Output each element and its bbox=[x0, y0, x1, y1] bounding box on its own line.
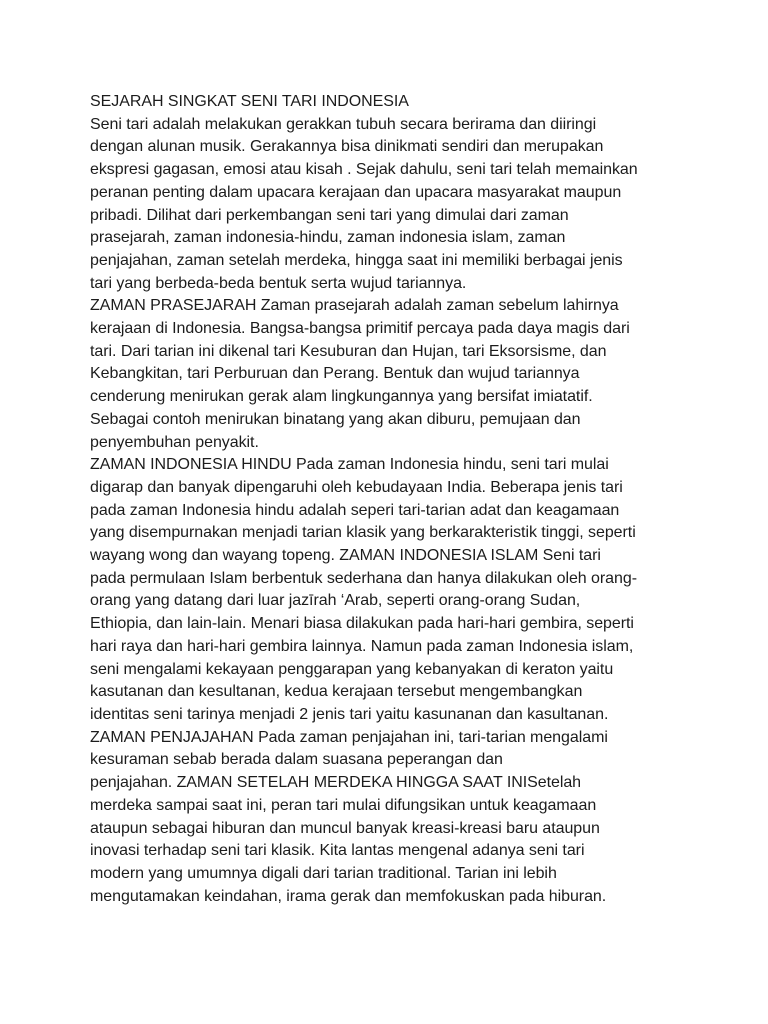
text-line: wayang wong dan wayang topeng. ZAMAN INDONESIA ISLAM Seni tari bbox=[90, 547, 601, 565]
text-line: ZAMAN PENJAJAHAN Pada zaman penjajahan ini, tari-tarian mengalami bbox=[90, 728, 608, 746]
text-line: kesuraman sebab berada dalam suasana peperangan dan bbox=[90, 751, 503, 769]
text-line: dengan alunan musik. Gerakannya bisa dinikmati sendiri dan merupakan bbox=[90, 138, 604, 156]
text-line: kerajaan di Indonesia. Bangsa-bangsa primitif percaya pada daya magis dari bbox=[90, 320, 630, 338]
document-page bbox=[90, 91, 682, 908]
text-line: ekspresi gagasan, emosi atau kisah . Sejak dahulu, seni tari telah memainkan bbox=[90, 161, 638, 179]
text-line: inovasi terhadap seni tari klasik. Kita lantas mengenal adanya seni tari bbox=[90, 842, 585, 860]
text-line: Kebangkitan, tari Perburuan dan Perang. Bentuk dan wujud tariannya bbox=[90, 365, 580, 383]
text-line: prasejarah, zaman indonesia-hindu, zaman indonesia islam, zaman bbox=[90, 229, 566, 247]
text-line: Sebagai contoh menirukan binatang yang akan diburu, pemujaan dan bbox=[90, 410, 581, 428]
text-line: pada permulaan Islam berbentuk sederhana dan hanya dilakukan oleh orang- bbox=[90, 569, 638, 587]
text-line: ZAMAN PRASEJARAH Zaman prasejarah adalah zaman sebelum lahirnya bbox=[90, 297, 619, 315]
text-line: ZAMAN INDONESIA HINDU Pada zaman Indonesia hindu, seni tari mulai bbox=[90, 456, 609, 474]
text-line: pada zaman Indonesia hindu adalah seperi tari-tarian adat dan keagamaan bbox=[90, 501, 620, 519]
text-line: orang yang datang dari luar jazīrah ‘Arab, seperti orang-orang Sudan, bbox=[90, 592, 581, 610]
text-line: merdeka sampai saat ini, peran tari mulai difungsikan untuk keagamaan bbox=[90, 796, 597, 814]
text-line: mengutamakan keindahan, irama gerak dan memfokuskan pada hiburan. bbox=[90, 887, 607, 905]
document-title: SEJARAH SINGKAT SENI TARI INDONESIA bbox=[90, 93, 409, 110]
text-line: peranan penting dalam upacara kerajaan dan upacara masyarakat maupun bbox=[90, 183, 622, 201]
text-line: tari. Dari tarian ini dikenal tari Kesuburan dan Hujan, tari Eksorsisme, dan bbox=[90, 342, 607, 360]
text-line: kasutanan dan kesultanan, kedua kerajaan tersebut mengembangkan bbox=[90, 683, 583, 701]
text-line: yang disempurnakan menjadi tarian klasik yang berkarakteristik tinggi, seperti bbox=[90, 524, 636, 542]
text-line: penjajahan. ZAMAN SETELAH MERDEKA HINGGA SAAT INISetelah bbox=[90, 774, 582, 792]
text-line: penyembuhan penyakit. bbox=[90, 433, 259, 451]
text-line: penjajahan, zaman setelah merdeka, hingga saat ini memiliki berbagai jenis bbox=[90, 251, 623, 269]
text-line: modern yang umumnya digali dari tarian traditional. Tarian ini lebih bbox=[90, 864, 557, 882]
text-line: seni mengalami kekayaan penggarapan yang kebanyakan di keraton yaitu bbox=[90, 660, 614, 678]
text-line: ataupun sebagai hiburan dan muncul banyak kreasi-kreasi baru ataupun bbox=[90, 819, 600, 837]
text-line: digarap dan banyak dipengaruhi oleh kebudayaan India. Beberapa jenis tari bbox=[90, 478, 623, 496]
text-line: identitas seni tarinya menjadi 2 jenis tari yaitu kasunanan dan kasultanan. bbox=[90, 705, 609, 723]
text-line: Ethiopia, dan lain-lain. Menari biasa dilakukan pada hari-hari gembira, seperti bbox=[90, 615, 634, 633]
text-line: hari raya dan hari-hari gembira lainnya. Namun pada zaman Indonesia islam, bbox=[90, 637, 634, 655]
text-line: cenderung menirukan gerak alam lingkungannya yang bersifat imiatatif. bbox=[90, 388, 593, 406]
text-line: tari yang berbeda-beda bentuk serta wujud tariannya. bbox=[90, 274, 467, 292]
text-line: Seni tari adalah melakukan gerakkan tubuh secara berirama dan diiringi bbox=[90, 115, 597, 133]
text-line: pribadi. Dilihat dari perkembangan seni tari yang dimulai dari zaman bbox=[90, 206, 569, 224]
